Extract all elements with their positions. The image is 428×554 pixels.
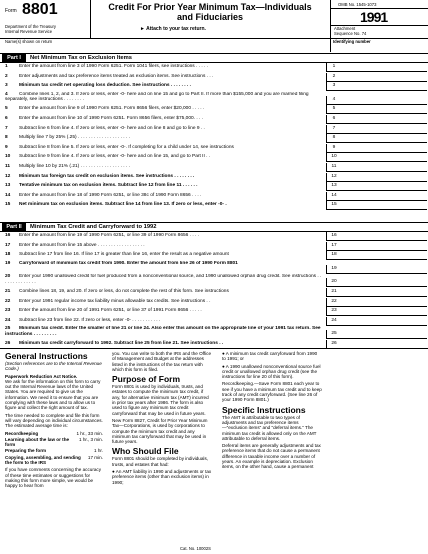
- who-should-file-heading: Who Should File: [112, 446, 179, 457]
- line-text: Minimum tax credit net operating loss deduction. See instructions . . . . . . . .: [19, 83, 191, 89]
- form-line-17: [5, 242, 323, 250]
- line-text: Enter adjustments and tax preference items treated as exclusion items. See instructions . . .: [19, 73, 214, 79]
- identifying-number-label: Identifying number: [333, 39, 371, 44]
- recordkeeping-text: Recordkeeping.—Save Form 8801 each year to see if you have a minimum tax credit and to keep track of any credit carryforward. (See line 26 of your 1990 Form 8801.): [222, 381, 322, 403]
- line-amount-23[interactable]: [341, 307, 427, 316]
- irs-label: Internal Revenue Service: [5, 29, 53, 34]
- line-number: 20: [5, 274, 11, 280]
- line-number: 14: [5, 192, 11, 198]
- time-value: 17 min.: [87, 454, 103, 460]
- line-text: Minimum tax credit. Enter the smaller of line 21 or line 24. Also enter this amount on the appropriate line of your 1991 tax return. See instructions . . . . . . . . .: [5, 326, 321, 337]
- line-text: Subtract line 6 from line 4. If zero or less, enter -0- here and on line 8 and go to line 9 . .: [19, 125, 205, 131]
- form-line-18: [5, 251, 323, 259]
- line-number: 13: [5, 183, 11, 189]
- catalog-number: Cat. No. 10002S: [180, 546, 211, 551]
- pra-title: Paperwork Reduction Act Notice.: [5, 373, 78, 379]
- line-box-14: 14: [326, 192, 341, 201]
- line-box-20: 20: [326, 278, 341, 287]
- line-amount-14[interactable]: [341, 192, 427, 201]
- line-number: 1: [5, 64, 8, 69]
- time-label: Recordkeeping: [5, 430, 39, 436]
- col3-bullet-2: ● A 1990 unallowed nonconventional source fuel credit or unallowed orphan drug credit (see the instructions for line 20 of this form).: [222, 363, 321, 380]
- col3-bullet-1: ● A minimum tax credit carryforward from 1990 to 1991; or: [222, 351, 318, 362]
- line-amount-16[interactable]: [341, 232, 427, 241]
- line-text: Multiply line 7 by 25% (.25) . . . . . . . . . . . . . . . . . . . .: [19, 135, 130, 141]
- instructions-col-3: [222, 351, 322, 472]
- line-number: 15: [5, 202, 11, 208]
- line-amount-17[interactable]: [341, 242, 427, 251]
- line-box-19: 19: [326, 265, 341, 274]
- line-number: 21: [5, 289, 11, 294]
- time-text: The time needed to complete and file this form will vary depending on individual circumstances. The estimated average time is:: [5, 412, 103, 429]
- specific-instructions-heading: Specific Instructions: [222, 404, 306, 415]
- line-box-12: 12: [326, 173, 341, 182]
- line-text: Enter your 1990 unallowed credit for fuel produced from a nonconventional source, and 1990 unallowed orphan drug credit. See instructions . . . . . . . . . . . . . .: [5, 274, 322, 285]
- line-text: Minimum tax foreign tax credit on exclusion items. See instructions . . . . . . . .: [19, 173, 195, 179]
- department: Department of the Treasury: [5, 24, 56, 29]
- time-estimates: [5, 431, 103, 466]
- line-number: 12: [5, 173, 11, 179]
- line-number: 10: [5, 154, 11, 160]
- form-line-22: [5, 298, 323, 306]
- purpose-text: Form 8801 is used by individuals, trusts, and estates to compute the minimum tax credit, if any, for alternative minimum tax (AMT) incurred in prior tax years after 1986. The form is also used to figure any minimum tax credit carryforward that may be used in future years.: [112, 384, 209, 416]
- part2-tag: Part II: [2, 223, 26, 231]
- form-line-12: [5, 173, 323, 181]
- form-line-9: [5, 144, 323, 152]
- section-reference: (Section references are to the Internal Revenue Code.): [5, 361, 102, 372]
- line-number: 17: [5, 242, 11, 248]
- deferral-text: Deferral items are generally adjustments and tax preference items that do not cause a permanent difference in taxable income over a number of years. An example is depreciation. Exclusion items, on the other hand, cause a permanent: [222, 443, 321, 470]
- line-amount-20[interactable]: [341, 278, 427, 287]
- line-number: 23: [5, 308, 11, 314]
- time-label: Copying, assembling, and sending the form to the IRS: [5, 454, 81, 466]
- form-label: Form: [5, 8, 17, 14]
- form-line-20: [5, 274, 323, 286]
- tax-year: 1991: [360, 9, 388, 25]
- line-amount-1[interactable]: [341, 63, 427, 72]
- line-box-1: 1: [326, 63, 341, 72]
- instructions-col-2: [112, 351, 212, 487]
- time-estimate-row: [5, 455, 103, 466]
- line-box-10: 10: [326, 153, 341, 162]
- line-amount-22[interactable]: [341, 298, 427, 307]
- line-amount-21[interactable]: [341, 288, 427, 297]
- name-label: Name(s) shown on return: [5, 39, 53, 44]
- form-number: 8801: [22, 1, 58, 18]
- line-number: 19: [5, 260, 11, 266]
- line-box-25: 25: [326, 330, 341, 339]
- line-text: Enter the amount from line 19 of 1990 Form 6251, or line 39 of 1990 Form 8656 . . . .: [19, 233, 199, 238]
- form-line-2: [5, 73, 323, 81]
- line-text: Subtract line 9 from line 4. If zero or less, enter -0- here and on line 15, and go to Part II . .: [19, 154, 211, 160]
- line-number: 2: [5, 73, 8, 79]
- line-box-16: 16: [326, 232, 341, 241]
- form-line-24: [5, 317, 323, 325]
- line-box-21: 21: [326, 288, 341, 297]
- line-amount-9[interactable]: [341, 144, 427, 153]
- form-line-14: [5, 192, 323, 200]
- time-estimate-row: [5, 448, 103, 453]
- attachment-label: Attachment: [334, 26, 356, 31]
- line-box-22: 22: [326, 298, 341, 307]
- line-text: Subtract line 8 from line 5. If zero or less, enter -0-. If completing for a child under 14, see instructions: [19, 144, 234, 150]
- time-estimate-row: [5, 437, 103, 448]
- line-text: Minimum tax credit carryforward to 1992. Subtract line 25 from line 21. See instructions . .: [19, 341, 224, 346]
- time-label: Preparing the form: [5, 448, 47, 454]
- line-amount-15[interactable]: [341, 201, 427, 210]
- line-text: Net minimum tax on exclusion items. Subtract line 14 from line 13. If zero or less, enter -0- .: [19, 202, 227, 208]
- form-line-8: [5, 134, 323, 142]
- line-amount-6[interactable]: [341, 115, 427, 124]
- line-amount-24[interactable]: [341, 317, 427, 326]
- line-box-6: 6: [326, 115, 341, 124]
- pra-text: We ask for the information on this form to carry out the Internal Revenue laws of the United States. You are required to give us the information. We need it to ensure that you are complying with these laws and to allow us to figure and collect the right amount of tax.: [5, 378, 101, 411]
- form-line-7: [5, 125, 323, 133]
- form-line-25: [5, 326, 323, 338]
- purpose-heading: Purpose of Form: [112, 374, 181, 385]
- line-text: Subtract line 17 from line 16. If line 17 is greater than line 16, enter the result as a negative amount: [19, 252, 229, 258]
- specific-text: The AMT is attributable to two types of adjustments and tax preference items—"exclusion items" and "deferral items." The minimum tax credit is allowed only on the AMT attributable to deferral items.: [222, 414, 317, 441]
- form-line-15: [5, 201, 323, 209]
- comments-text: If you have comments concerning the accuracy of these time estimates or suggestions for making this form more simple, we would be happy to hear from: [5, 467, 102, 489]
- line-number: 22: [5, 298, 11, 304]
- line-box-3: 3: [326, 82, 341, 91]
- line-box-26: 26: [326, 340, 341, 349]
- line-number: 3: [5, 83, 8, 89]
- line-text: Combine lines 1, 2, and 3. If zero or less, enter -0- here and on line 15 and go to Part II. If more than $155,000 and you are married filing separately, see instructions . . . . . . . .: [5, 91, 309, 103]
- line-text: Subtract line 23 from line 22. If zero or less, enter -0- . . . . . . . . . . .: [19, 317, 161, 323]
- line-number: 16: [5, 233, 11, 238]
- line-box-23: 23: [326, 307, 341, 316]
- line-amount-13[interactable]: [341, 182, 427, 191]
- line-amount-19[interactable]: [341, 265, 427, 274]
- line-text: Enter the amount from line 10 of 1990 Form 6251. Form 8656 filers, enter $75,000. . . .: [19, 116, 203, 121]
- purpose-text-2: New Form 8827, Credit for Prior Year Minimum Tax—Corporations, is used by corporations to compute the minimum tax credit and any minimum tax carryforward that may be used in future years.: [112, 417, 208, 445]
- line-number: 6: [5, 116, 8, 121]
- line-amount-25[interactable]: [341, 330, 427, 339]
- line-number: 18: [5, 252, 11, 258]
- line-box-15: 15: [326, 201, 341, 210]
- form-line-3: [5, 82, 323, 90]
- line-amount-7[interactable]: [341, 125, 427, 134]
- instructions-col-1: [5, 351, 103, 491]
- line-text: Enter the amount from line 15 above . . . . . . . . . . . . . . . . . .: [19, 242, 145, 248]
- form-line-23: [5, 307, 323, 315]
- name-input[interactable]: [5, 44, 325, 52]
- line-box-7: 7: [326, 125, 341, 134]
- line-text: Enter your 1991 regular income tax liability minus allowable tax credits. See instructions . .: [19, 298, 211, 304]
- line-text: Enter the amount from line 20 of 1991 Form 6251, or line 37 of 1991 Form 8656 . . . . .: [19, 308, 202, 314]
- form-title: Credit For Prior Year Minimum Tax—Individuals and Fiduciaries: [108, 2, 312, 22]
- line-box-9: 9: [326, 144, 341, 153]
- form-line-16: [5, 232, 323, 240]
- line-box-17: 17: [326, 242, 341, 251]
- line-box-4: 4: [326, 96, 341, 105]
- line-box-8: 8: [326, 134, 341, 143]
- form-line-10: [5, 153, 323, 161]
- line-amount-18[interactable]: [341, 251, 427, 260]
- line-box-5: 5: [326, 105, 341, 114]
- line-amount-2[interactable]: [341, 73, 427, 82]
- part1-title: Net Minimum Tax on Exclusion Items: [30, 55, 133, 61]
- line-amount-5[interactable]: [341, 105, 427, 114]
- part2-title: Minimum Tax Credit and Carryforward to 1992: [30, 224, 157, 230]
- form-line-6: [5, 115, 323, 123]
- line-number: 7: [5, 125, 8, 131]
- line-number: 9: [5, 144, 8, 150]
- time-label: Learning about the law or the form: [5, 436, 70, 448]
- line-amount-12[interactable]: [341, 173, 427, 182]
- omb-number: OMB No. 1545-1073: [338, 2, 377, 7]
- form-line-1: [5, 63, 323, 71]
- line-number: 4: [5, 91, 8, 97]
- line-number: 8: [5, 135, 8, 141]
- identifying-number-input[interactable]: [333, 44, 423, 52]
- col2-top-text: you. You can write to both the IRS and the Office of Management and Budget at the addresses listed in the instructions of the tax return with which this form is filed.: [112, 351, 212, 372]
- form-line-13: [5, 182, 323, 190]
- line-box-13: 13: [326, 182, 341, 191]
- who-text: Form 8801 should be completed by individuals, trusts, and estates that had:: [112, 456, 209, 467]
- form-line-21: [5, 288, 323, 296]
- time-estimate-row: [5, 431, 103, 436]
- line-text: Enter the amount from line 18 of 1990 Form 6251, or line 38c of 1990 Form 8656 . . . .: [19, 192, 202, 198]
- form-line-26: [5, 340, 323, 348]
- time-value: 1 hr., 33 min.: [76, 430, 103, 436]
- line-box-24: 24: [326, 317, 341, 326]
- time-value: 1 hr.: [94, 448, 103, 454]
- line-amount-11[interactable]: [341, 163, 427, 172]
- line-amount-4[interactable]: [341, 96, 427, 105]
- who-bullet: ● An AMT liability in 1990 and adjustments or tax preference items (other than exclusion items) in 1990;: [112, 469, 212, 485]
- line-box-11: 11: [326, 163, 341, 172]
- line-number: 24: [5, 317, 11, 323]
- line-box-2: 2: [326, 73, 341, 82]
- line-text: Multiply line 10 by 21% (.21) . . . . . . . . . . . . . . . . . . .: [19, 164, 130, 169]
- general-instructions-heading: General Instructions: [5, 351, 88, 361]
- line-amount-3[interactable]: [341, 82, 427, 91]
- sequence-number: Sequence No. 74: [334, 31, 367, 36]
- form-line-11: [5, 163, 323, 171]
- line-amount-10[interactable]: [341, 153, 427, 162]
- line-text: Enter the amount from line 3 of 1990 Form 6251. Form 1041 filers, see instructions . . . . .: [19, 64, 209, 69]
- line-amount-8[interactable]: [341, 134, 427, 143]
- line-number: 11: [5, 164, 11, 169]
- line-text: Enter the amount from line 9 of 1990 Form 6251. Form 8656 filers, enter $20,000 . . . . .: [19, 106, 205, 112]
- line-text: Carryforward of minimum tax credit from 1990. Enter the amount from line 26 of 1990 Form 8801: [19, 260, 238, 266]
- form-line-4: [5, 92, 323, 104]
- line-number: 25: [5, 326, 11, 332]
- line-number: 5: [5, 106, 8, 112]
- line-box-18: 18: [326, 251, 341, 260]
- form-line-19: [5, 261, 323, 273]
- line-number: 26: [5, 341, 11, 346]
- line-text: Combine lines 18, 19, and 20. If zero or less, do not complete the rest of this form. See instructions: [19, 289, 229, 294]
- time-value: 1 hr., 3 min.: [78, 436, 103, 442]
- part1-tag: Part I: [2, 54, 26, 62]
- attach-instruction: ► Attach to your tax return.: [140, 26, 206, 32]
- line-text: Tentative minimum tax on exclusion items. Subtract line 12 from line 11 . . . . . .: [19, 183, 198, 189]
- form-line-5: [5, 105, 323, 113]
